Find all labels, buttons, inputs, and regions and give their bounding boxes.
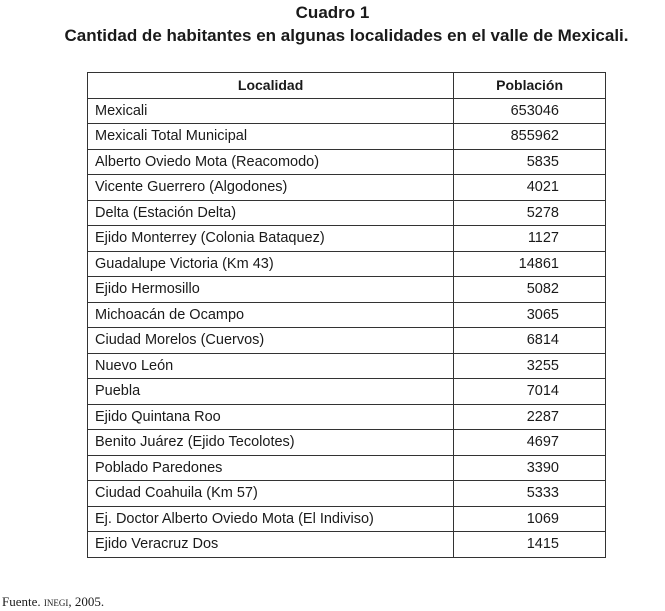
table-row <box>88 506 606 532</box>
column-header-poblacion: Población <box>454 73 606 99</box>
column-header-localidad: Localidad <box>88 73 454 99</box>
population-table <box>87 72 606 558</box>
cell-poblacion: 7014 <box>454 379 606 405</box>
table-row <box>88 430 606 456</box>
cell-localidad: Ejido Hermosillo <box>88 277 454 303</box>
table-row <box>88 277 606 303</box>
table-row <box>88 200 606 226</box>
cell-localidad: Alberto Oviedo Mota (Reacomodo) <box>88 149 454 175</box>
cell-poblacion: 5333 <box>454 481 606 507</box>
table-row <box>88 98 606 124</box>
table-caption: Cantidad de habitantes en algunas localidades en el valle de Mexicali. <box>64 26 629 45</box>
table-row <box>88 379 606 405</box>
cell-poblacion: 14861 <box>454 251 606 277</box>
table-title: Cuadro 1 <box>295 3 370 22</box>
cell-localidad: Puebla <box>88 379 454 405</box>
cell-poblacion: 3390 <box>454 455 606 481</box>
table-row <box>88 226 606 252</box>
cell-poblacion: 6814 <box>454 328 606 354</box>
cell-poblacion: 4697 <box>454 430 606 456</box>
cell-localidad: Ejido Monterrey (Colonia Bataquez) <box>88 226 454 252</box>
table-header-row <box>88 73 606 99</box>
cell-localidad: Guadalupe Victoria (Km 43) <box>88 251 454 277</box>
cell-poblacion: 5835 <box>454 149 606 175</box>
table-row <box>88 302 606 328</box>
table-row <box>88 481 606 507</box>
table-row <box>88 353 606 379</box>
source-label: Fuente. <box>2 594 44 609</box>
table-row <box>88 175 606 201</box>
cell-localidad: Michoacán de Ocampo <box>88 302 454 328</box>
cell-localidad: Benito Juárez (Ejido Tecolotes) <box>88 430 454 456</box>
cell-poblacion: 5082 <box>454 277 606 303</box>
cell-poblacion: 5278 <box>454 200 606 226</box>
cell-localidad: Ejido Quintana Roo <box>88 404 454 430</box>
cell-localidad: Poblado Paredones <box>88 455 454 481</box>
source-org: inegi <box>43 594 69 609</box>
cell-localidad: Vicente Guerrero (Algodones) <box>88 175 454 201</box>
table-row <box>88 404 606 430</box>
cell-localidad: Ej. Doctor Alberto Oviedo Mota (El Indiviso) <box>88 506 454 532</box>
cell-localidad: Delta (Estación Delta) <box>88 200 454 226</box>
table-row <box>88 328 606 354</box>
cell-poblacion: 1069 <box>454 506 606 532</box>
cell-localidad: Mexicali Total Municipal <box>88 124 454 150</box>
source-note <box>2 594 104 609</box>
cell-localidad: Ejido Veracruz Dos <box>88 532 454 558</box>
cell-poblacion: 2287 <box>454 404 606 430</box>
source-year: , 2005. <box>68 594 105 609</box>
cell-poblacion: 653046 <box>454 98 606 124</box>
cell-localidad: Mexicali <box>88 98 454 124</box>
cell-poblacion: 1415 <box>454 532 606 558</box>
cell-poblacion: 3255 <box>454 353 606 379</box>
table-row <box>88 455 606 481</box>
table-body <box>88 98 606 557</box>
table-row <box>88 532 606 558</box>
cell-localidad: Nuevo León <box>88 353 454 379</box>
cell-localidad: Ciudad Coahuila (Km 57) <box>88 481 454 507</box>
cell-poblacion: 4021 <box>454 175 606 201</box>
cell-localidad: Ciudad Morelos (Cuervos) <box>88 328 454 354</box>
table-row <box>88 149 606 175</box>
cell-poblacion: 855962 <box>454 124 606 150</box>
cell-poblacion: 1127 <box>454 226 606 252</box>
table-row <box>88 251 606 277</box>
cell-poblacion: 3065 <box>454 302 606 328</box>
table-row <box>88 124 606 150</box>
